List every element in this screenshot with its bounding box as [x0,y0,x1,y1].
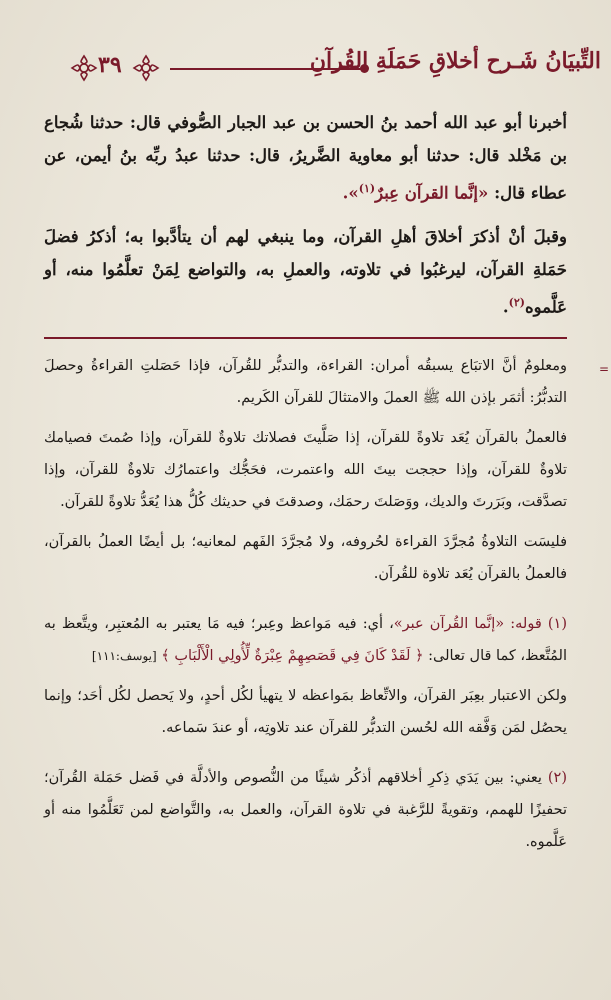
footnote-ref-2[interactable]: (٢) [508,295,525,309]
athar-quote-end: ». [342,183,359,203]
page-number: ٣٩ [98,52,122,78]
floral-ornament-icon [132,54,160,82]
edge-mark: = [598,362,609,376]
footnote-ref-1[interactable]: (١) [358,182,376,195]
floral-ornament-icon [70,54,98,82]
footnote-divider [44,337,567,339]
footnote-1 [44,608,567,672]
footnote-1-label: (١) قوله: [510,616,567,632]
paragraph-isnad [44,106,567,210]
note-paragraph-2: فالعملُ بالقرآن يُعَد تلاوةً للقرآن، إذا صَلَّيتَ فصلاتك تلاوةٌ للقرآن، وإذا صُمتَ فصيامك تلاوةٌ للقرآن، وإذا حججت بيتَ الله واعتمرت، فحَجُّك واعتمارُك تلاوةٌ للقرآن، وإذا تصدَّقت، وبَرَرتَ والديك، ووَصَلتَ رحمَك، وصدقتَ في حديثك كُلُّ هذا يُعَدُّ تلاوةً للقرآن. [44,430,567,510]
note-paragraph-5: ولكن الاعتبار بعِبَر القرآن، والاتِّعاظ بمَواعظه لا يتهيأ لكُل أحدٍ، ولا يَحصل لكُل أحَد؛ وإنما يحصُل لمَن وَفَّقه الله لحُسن التدبُّر للقرآن عند تلاوتِه، أو عندَ سَماعه. [44,688,567,736]
footnote-2-label: (٢) [547,770,567,786]
verse-reference: [يوسف:١١١] [91,649,157,663]
footnote-1-text: ، أي: فيه مَواعظ وعِبر؛ فيه مَا يعتبر به المُعتبِر، ويتَّعظ به المُتَّعظ، كما قال تعالى: [44,616,567,664]
page-header [70,46,601,90]
quran-verse: ﴿ لَقَدْ كَانَ فِي قَصَصِهِمْ عِبْرَةٌ لِّأُولِي الْأَلْبَابِ ﴾ [161,648,424,664]
footnote-1-quote: «إنَّما القُرآن عبر» [393,616,505,632]
book-title: التِّبيَانُ شَـرح أخلاقِ حَمَلَةِ القُرآنِ [309,48,601,74]
athar-quote: «إنَّما القرآن عِبرٌ [375,183,489,203]
main-text [44,106,567,333]
footnote-2-text: يعني: بين يَدَي ذِكرِ أخلاقهم أذكُر شيئًا من النُّصوص والأدلَّة في فَضل حَمَلة القُرآن؛ تحفيزًا للهمم، وتقويةً للرَّغبة في تلاوة القرآن، والعمل به، والتَّواضع لمن تَعَلَّمُوا منه أو عَلَّموه. [44,770,567,850]
commentary [44,350,567,866]
isnad-text: أخبرنا أبو عبد الله أحمد بنُ الحسن بن عبد الجبار الصُّوفي قال: حدثنا شُجاع بن مَخْلد قال: حدثنا أبو معاوية الضَّريرُ، قال: حدثنا عبدُ ربِّه بنُ أيمن، عن عطاء قال: [44,113,567,203]
paragraph-intro [44,220,567,324]
intro-end: . [502,297,509,316]
footnote-2 [44,762,567,858]
intro-text: وقبلَ أنْ أذكرَ أخلاقَ أهلِ القرآن، وما ينبغي لهم أن يتأدَّبوا به؛ أذكرُ فضلَ حَمَلةِ القرآن، ليرغبُوا في تلاوته، والعملِ به، والتواضع لِمَنْ تعلَّمُوا منه، أو عَلَّموه [44,226,567,316]
note-paragraph-1: ومعلومٌ أنَّ الاتبَاع يسبقُه أمران: القراءة، والتدبُّر للقُرآن، فإذا حَصَلتِ القراءةُ وحصلَ التدبُّرُ: أثمَر بإذن الله ﷺ العملَ والامتثالَ للقرآن الكَريم. [44,358,567,406]
note-paragraph-3: فليسَت التلاوةُ مُجرَّدَ القراءة لحُروفه، ولا مُجرَّدَ الفَهم لمعانيه؛ بل أيضًا العملُ بالقرآن، فالعملُ بالقرآن يُعَد تلاوة للقُرآن. [44,534,567,582]
